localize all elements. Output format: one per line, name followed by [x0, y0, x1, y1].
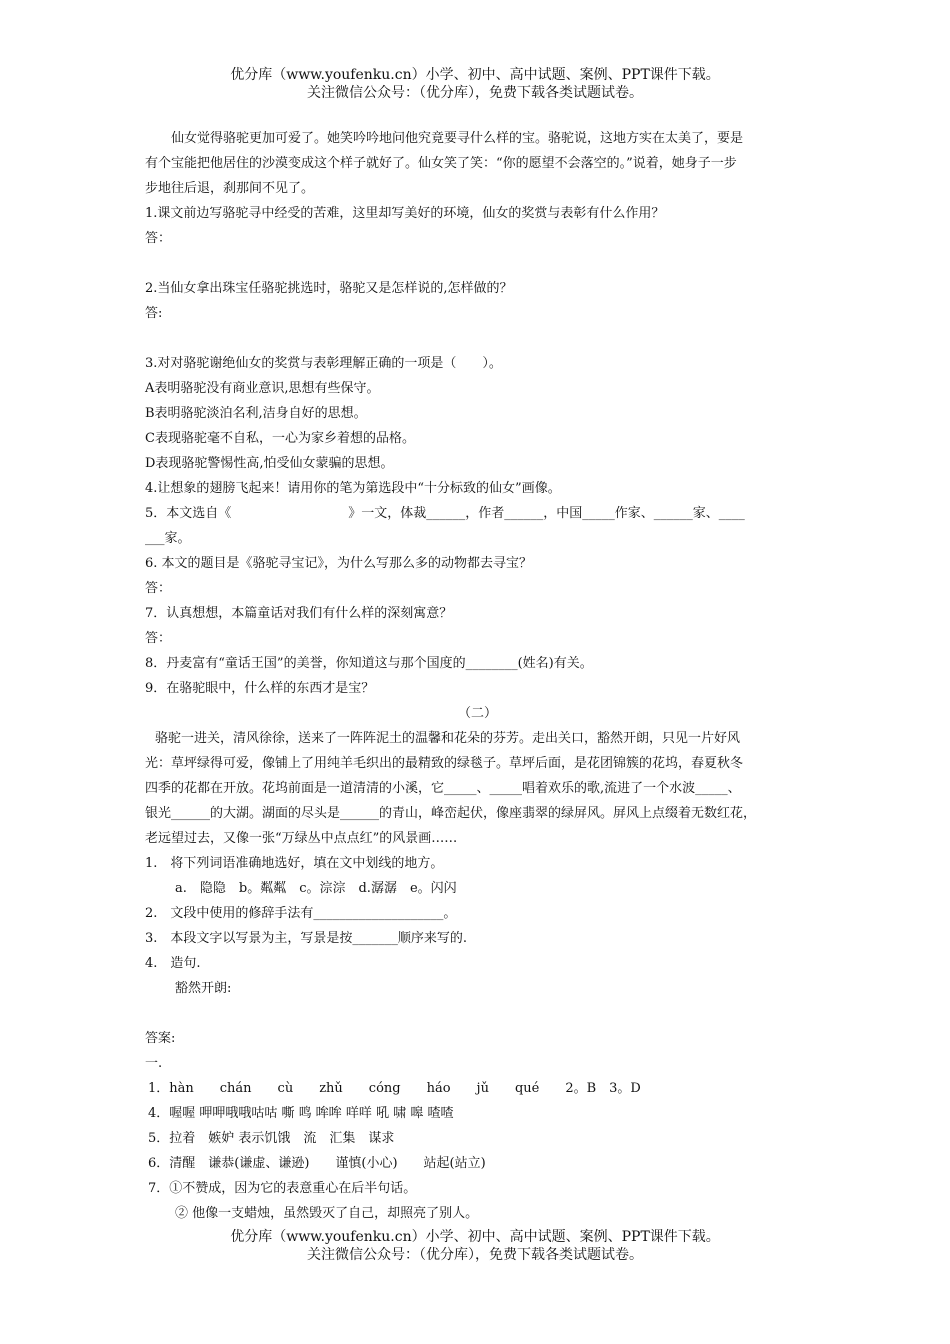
s2-question-1: 1. 将下列词语准确地选好，填在文中划线的地方。 [145, 856, 444, 871]
answer-5: 5．拉着 嫉妒 表示饥饿 流 汇集 谋求 [148, 1131, 395, 1146]
passage2-line: 银光______的大湖。湖面的尽头是______的青山，峰峦起伏，像座翡翠的绿屏风。屏风上点缀着无数红花， [145, 806, 757, 821]
option-c: C表现骆驼毫不自私，一心为家乡着想的品格。 [145, 431, 415, 446]
question-7: 7．认真想想，本篇童话对我们有什么样的深刻寓意？ [145, 606, 453, 621]
footer-line-1: 优分库（www.youfenku.cn）小学、初中、高中试题、案例、PPT课件下载。 [230, 1229, 720, 1245]
answer-6: 6．清醒 谦恭(谦虚、谦逊) 谨慎(小心) 站起(站立) [148, 1156, 486, 1171]
passage2-line: 骆驼一进关，清风徐徐，送来了一阵阵泥土的温馨和花朵的芬芳。走出关口，豁然开朗，只见一片好风 [155, 731, 741, 746]
blank-space [145, 1001, 810, 1026]
answer-label: 答： [145, 631, 172, 646]
answer-7-second: ② 他像一支蜡烛，虽然毁灭了自己，却照亮了别人。 [175, 1206, 479, 1221]
passage-line: 步地往后退，刹那间不见了。 [145, 181, 315, 196]
passage2-line: 老远望过去，又像一张“万绿丛中点点红”的风景画…… [145, 831, 458, 846]
question-1: 1.课文前边写骆驼寻中经受的苦难，这里却写美好的环境，仙女的奖赏与表彰有什么作用？ [145, 206, 665, 221]
page-footer [0, 1228, 950, 1264]
question-5: 5．本文选自《 》一文，体裁______，作者______，中国_____作家、______家、____ [145, 506, 745, 521]
answer-7: 7．①不赞成，因为它的表意重心在后半句话。 [148, 1181, 417, 1196]
footer-line-2: 关注微信公众号：（优分库），免费下载各类试题试卷。 [307, 1247, 643, 1263]
section-heading: （二） [457, 706, 497, 721]
question-9: 9．在骆驼眼中，什么样的东西才是宝？ [145, 681, 375, 696]
header-line-1: 优分库（www.youfenku.cn）小学、初中、高中试题、案例、PPT课件下载。 [230, 67, 720, 83]
page-header [0, 66, 950, 102]
answer-space [145, 251, 810, 276]
question-8: 8．丹麦富有“童话王国”的美誉，你知道这与那个国度的________(姓名)有关。 [145, 656, 593, 671]
s2-sentence-item: 豁然开朗: [175, 981, 232, 996]
option-a: A表明骆驼没有商业意识,思想有些保守。 [145, 381, 380, 396]
question-2: 2.当仙女拿出珠宝任骆驼挑选时，骆驼又是怎样说的,怎样做的？ [145, 281, 513, 296]
question-3: 3.对对骆驼谢绝仙女的奖赏与表彰理解正确的一项是（ ）。 [145, 356, 502, 371]
s2-question-4: 4. 造句. [145, 956, 201, 971]
answer-label: 答： [145, 581, 172, 596]
question-5-cont: ___家。 [145, 531, 191, 546]
question-4: 4.让想象的翅膀飞起来！请用你的笔为第选段中“十分标致的仙女”画像。 [145, 481, 561, 496]
question-6: 6. 本文的题目是《骆驼寻宝记》，为什么写那么多的动物都去寻宝？ [145, 556, 533, 571]
passage2-line: 四季的花都在开放。花坞前面是一道清清的小溪，它_____、_____唱着欢乐的歌,流进了一个水波_____、 [145, 781, 741, 796]
answers-part: 一. [145, 1056, 163, 1071]
passage-line: 有个宝能把他居住的沙漠变成这个样子就好了。仙女笑了笑：“你的愿望不会落空的。”说着，她身子一步 [145, 156, 737, 171]
s2-word-options: a. 隐隐 b。粼粼 c。淙淙 d.潺潺 e。闪闪 [175, 881, 457, 896]
passage2-line: 光：草坪绿得可爱，像铺上了用纯羊毛织出的最精致的绿毯子。草坪后面，是花团锦簇的花坞，春夏秋冬 [145, 756, 744, 771]
answer-label: 答： [145, 231, 172, 246]
answers-title: 答案: [145, 1031, 176, 1046]
answer-label: 答: [145, 306, 163, 321]
passage-line: 仙女觉得骆驼更加可爱了。她笑吟吟地问他究竟要寻什么样的宝。骆驼说，这地方实在太美了，要是 [171, 131, 744, 146]
option-b: B表明骆驼淡泊名利,洁身自好的思想。 [145, 406, 367, 421]
document-body [145, 126, 810, 1226]
answer-space [145, 326, 810, 351]
header-line-2: 关注微信公众号：（优分库），免费下载各类试题试卷。 [307, 85, 643, 101]
s2-question-2: 2. 文段中使用的修辞手法有____________________。 [145, 906, 457, 921]
option-d: D表现骆驼警惕性高,怕受仙女蒙骗的思想。 [145, 456, 394, 471]
answer-1: 1．hàn chán cù zhǔ cóng háo jǔ qué 2。B 3。D [148, 1081, 641, 1096]
s2-question-3: 3. 本段文字以写景为主，写景是按_______顺序来写的. [145, 931, 468, 946]
answer-4: 4．喔喔 呷呷哦哦咕咕 嘶 鸣 哞哞 咩咩 吼 啸 嗥 喳喳 [148, 1106, 454, 1121]
